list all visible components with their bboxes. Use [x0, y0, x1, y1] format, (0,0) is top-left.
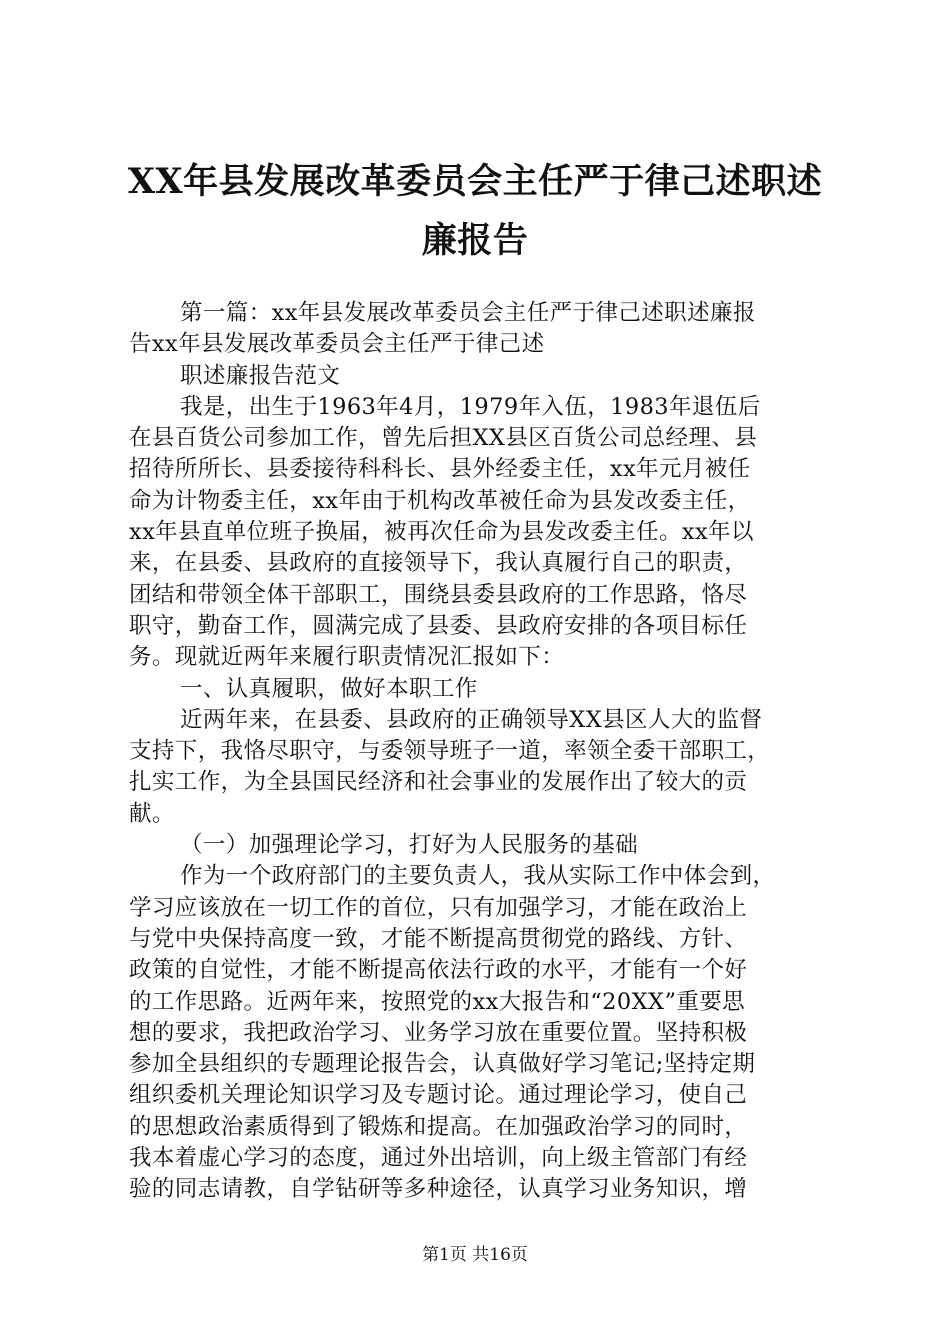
- paragraph-line: 来，在县委、县政府的直接领导下，我认真履行自己的职责，: [129, 550, 748, 577]
- paragraph-line: 第一篇：xx年县发展改革委员会主任严于律己述职述廉报: [180, 300, 756, 326]
- paragraph-line: 的工作思路。近两年来，按照党的xx大报告和“20XX”重要思: [129, 988, 746, 1015]
- paragraph-line: 务。现就近两年来履行职责情况汇报如下：: [129, 644, 565, 671]
- paragraph-line: 组织委机关理论知识学习及专题讨论。通过理论学习，使自己: [129, 1082, 748, 1109]
- paragraph-line: 近两年来，在县委、县政府的正确领导XX县区人大的监督: [180, 706, 763, 733]
- paragraph-line: 献。: [129, 800, 175, 827]
- paragraph-line: 想的要求，我把政治学习、业务学习放在重要位置。坚持积极: [129, 1019, 748, 1046]
- paragraph-line: 政策的自觉性，才能不断提高依法行政的水平，才能有一个好: [129, 957, 748, 984]
- section-heading: 一、认真履职，做好本职工作: [180, 675, 478, 702]
- paragraph-line: 作为一个政府部门的主要负责人，我从实际工作中体会到，: [180, 863, 776, 890]
- paragraph-line: 支持下，我恪尽职守，与委领导班子一道，率领全委干部职工，: [129, 738, 771, 765]
- paragraph-line: xx年县直单位班子换届，被再次任命为县发改委主任。xx年以: [129, 519, 754, 546]
- document-title-line-1: XX年县发展改革委员会主任严于律己述职述: [127, 161, 823, 202]
- paragraph-line: 验的同志请教，自学钻研等多种途径，认真学习业务知识，增: [129, 1176, 748, 1203]
- paragraph-line: 告xx年县发展改革委员会主任严于律己述: [129, 331, 545, 358]
- paragraph-line: 团结和带领全体干部职工，围绕县委县政府的工作思路，恪尽: [129, 581, 748, 608]
- paragraph-line: 我是，出生于1963年4月，1979年入伍，1983年退伍后: [180, 393, 761, 420]
- paragraph-line: 学习应该放在一切工作的首位，只有加强学习，才能在政治上: [129, 894, 748, 921]
- paragraph-line: 的思想政治素质得到了锻炼和提高。在加强政治学习的同时，: [129, 1113, 748, 1140]
- document-title-line-2: 廉报告: [421, 220, 529, 261]
- paragraph-line: 扎实工作，为全县国民经济和社会事业的发展作出了较大的贡: [129, 769, 748, 796]
- paragraph-line: 命为计物委主任，xx年由于机构改革被任命为县发改委主任，: [129, 487, 751, 514]
- paragraph-line: 职述廉报告范文: [180, 362, 341, 389]
- paragraph-line: 与党中央保持高度一致，才能不断提高贯彻党的路线、方针、: [129, 925, 748, 952]
- document-body: [129, 298, 829, 1206]
- paragraph-line: 招待所所长、县委接待科科长、县外经委主任，xx年元月被任: [129, 456, 751, 483]
- paragraph-line: 我本着虚心学习的态度，通过外出培训，向上级主管部门有经: [129, 1145, 748, 1172]
- subsection-heading: （一）加强理论学习，打好为人民服务的基础: [180, 832, 639, 859]
- page-number-footer: 第1页 共16页: [422, 1245, 528, 1265]
- paragraph-line: 职守，勤奋工作，圆满完成了县委、县政府安排的各项目标任: [129, 612, 748, 639]
- paragraph-line: 在县百货公司参加工作，曾先后担XX县区百货公司总经理、县: [129, 425, 758, 452]
- paragraph-line: 参加全县组织的专题理论报告会，认真做好学习笔记;坚持定期: [129, 1051, 756, 1078]
